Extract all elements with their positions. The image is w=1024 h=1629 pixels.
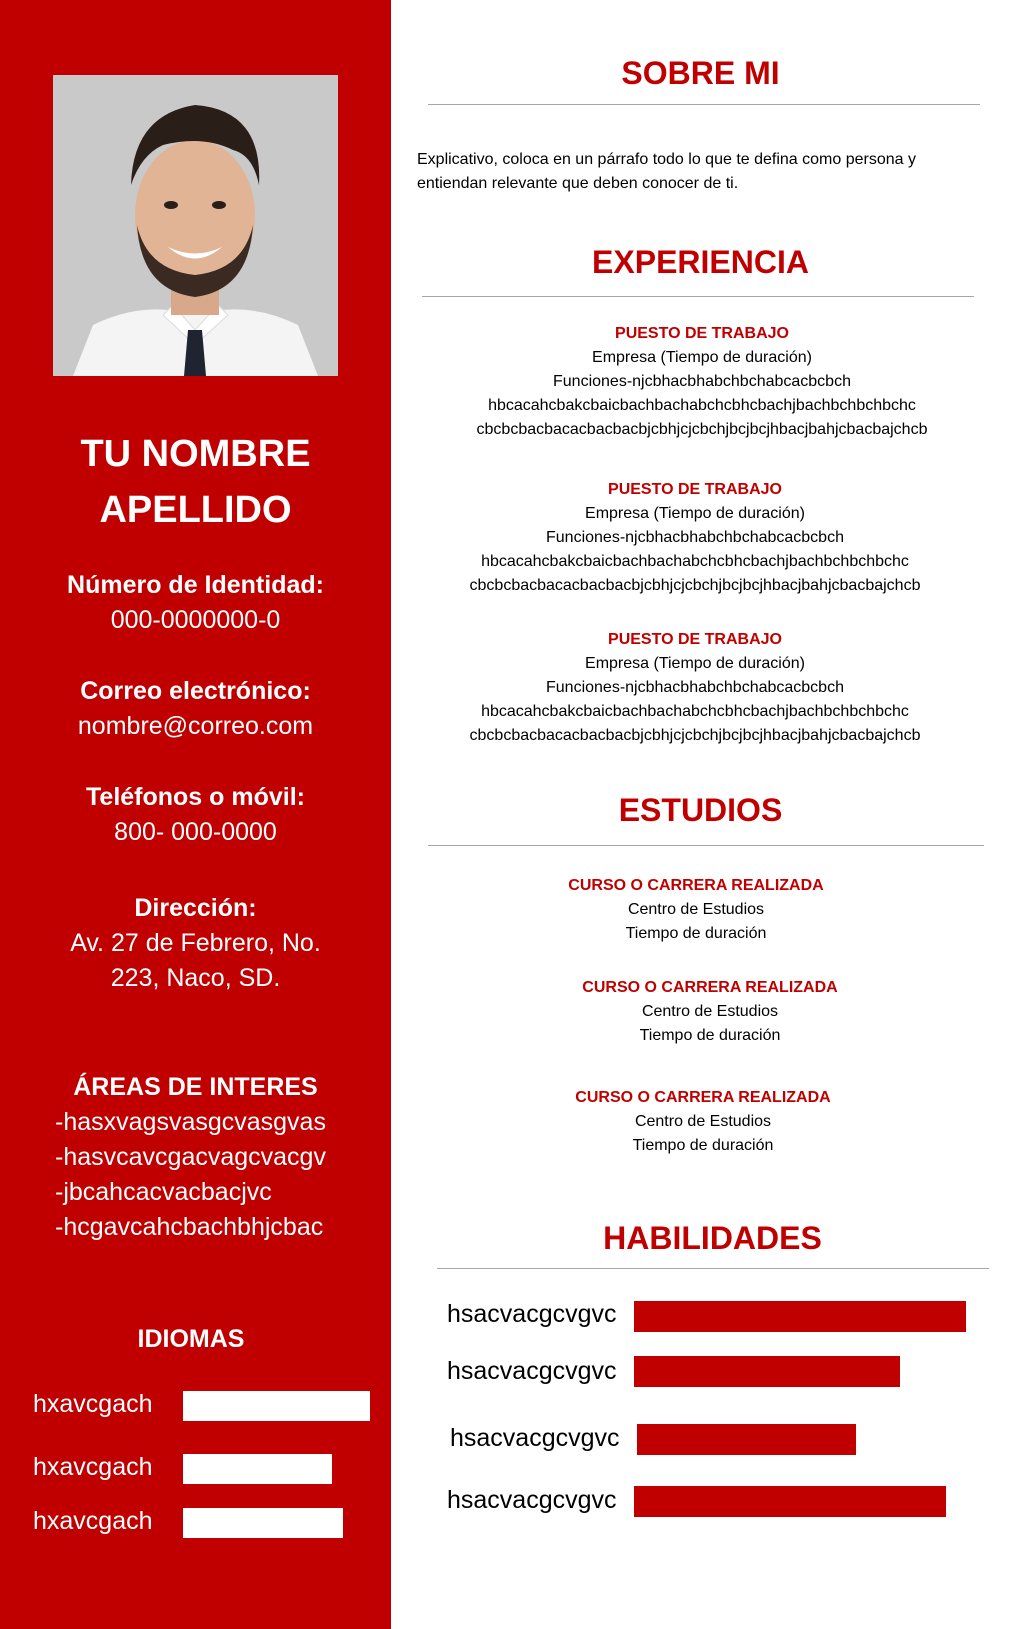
study-entry	[553, 1086, 853, 1158]
skill-level-bar	[634, 1486, 946, 1517]
study-center: Centro de Estudios	[641, 1003, 779, 1020]
job-line: cbcbcbacbacacbacbacbjcbhjcjcbchjbcjbcjhbacjbahjcbacbajchcb	[476, 421, 928, 438]
skill-label: hsacvacgcvgvc	[447, 1357, 617, 1385]
interests-title: ÁREAS DE INTERES	[73, 1073, 318, 1101]
job-title: PUESTO DE TRABAJO	[615, 325, 789, 342]
job-line: hbcacahcbakcbaicbachbachabchcbhcbachjbachbchbchbchc	[481, 703, 909, 720]
job-line: Funciones-njcbhacbhabchbchabcacbcbch	[553, 373, 851, 390]
study-title: CURSO O CARRERA REALIZADA	[575, 1089, 831, 1106]
study-center: Centro de Estudios	[627, 901, 765, 918]
about-heading: SOBRE MI	[621, 55, 780, 91]
language-level-bar	[183, 1391, 370, 1421]
phone-value: 800- 000-0000	[114, 818, 277, 846]
phone-block	[0, 780, 391, 850]
skill-level-bar	[634, 1356, 900, 1387]
job-line: hbcacahcbakcbaicbachbachabchcbhcbachjbachbchbchbchc	[481, 553, 909, 570]
study-duration: Tiempo de duración	[639, 1027, 781, 1044]
person-portrait-icon	[53, 75, 338, 376]
study-entry	[546, 874, 846, 946]
language-label: hxavcgach	[33, 1453, 153, 1481]
interest-item: -hasxvagsvasgcvasgvas	[55, 1108, 326, 1136]
study-title: CURSO O CARRERA REALIZADA	[582, 979, 838, 996]
interests-block	[0, 1070, 391, 1245]
study-duration: Tiempo de duración	[625, 925, 767, 942]
job-line: Funciones-njcbhacbhabchbchabcacbcbch	[546, 679, 844, 696]
language-label: hxavcgach	[33, 1390, 153, 1418]
job-entry	[415, 478, 975, 598]
about-text: Explicativo, coloca en un párrafo todo lo que te defina como persona y entiendan relevante que deben conocer de ti.	[417, 151, 916, 192]
skill-level-bar	[634, 1301, 966, 1332]
experience-divider	[422, 296, 974, 297]
job-line: cbcbcbacbacacbacbacbjcbhjcjcbchjbcjbcjhbacjbahjcbacbajchcb	[469, 577, 921, 594]
id-value: 000-0000000-0	[110, 606, 281, 634]
job-line: hbcacahcbakcbaicbachbachabchcbhcbachjbachbchbchbchc	[488, 397, 916, 414]
email-block	[0, 674, 391, 744]
skill-label: hsacvacgcvgvc	[450, 1424, 620, 1452]
interest-item: -hasvcavcgacvagcvacgv	[55, 1143, 326, 1171]
name-second-line: APELLIDO	[99, 489, 292, 531]
about-divider	[428, 104, 980, 105]
full-name	[0, 426, 391, 538]
job-entry	[415, 628, 975, 748]
study-title: CURSO O CARRERA REALIZADA	[568, 877, 824, 894]
id-label: Número de Identidad:	[67, 571, 324, 599]
interest-item: -jbcahcacvacbacjvc	[55, 1178, 272, 1206]
job-line: cbcbcbacbacacbacbacbjcbhjcjcbchjbcjbcjhbacjbahjcbacbajchcb	[469, 727, 921, 744]
phone-label: Teléfonos o móvil:	[86, 783, 305, 811]
job-title: PUESTO DE TRABAJO	[608, 481, 782, 498]
job-company: Empresa (Tiempo de duración)	[585, 505, 805, 522]
skill-label: hsacvacgcvgvc	[447, 1300, 617, 1328]
job-entry	[422, 322, 982, 442]
studies-divider	[428, 845, 984, 846]
study-duration: Tiempo de duración	[632, 1137, 774, 1154]
email-label: Correo electrónico:	[80, 677, 311, 705]
address-block	[0, 891, 391, 996]
email-value: nombre@correo.com	[77, 712, 314, 740]
interest-item: -hcgavcahcbachbhjcbac	[55, 1213, 324, 1241]
language-label: hxavcgach	[33, 1507, 153, 1535]
studies-heading: ESTUDIOS	[618, 792, 783, 828]
job-line: Funciones-njcbhacbhabchbchabcacbcbch	[546, 529, 844, 546]
name-first-line: TU NOMBRE	[80, 433, 311, 475]
study-center: Centro de Estudios	[634, 1113, 772, 1130]
language-level-bar	[183, 1454, 332, 1484]
study-entry	[560, 976, 860, 1048]
skills-divider	[437, 1268, 989, 1269]
skill-level-bar	[637, 1424, 856, 1455]
address-line-1: Av. 27 de Febrero, No.	[70, 929, 321, 957]
languages-title: IDIOMAS	[137, 1325, 245, 1353]
job-company: Empresa (Tiempo de duración)	[585, 655, 805, 672]
language-level-bar	[183, 1508, 343, 1538]
profile-photo	[53, 75, 338, 376]
id-block	[0, 568, 391, 638]
address-label: Dirección:	[134, 894, 257, 922]
experience-heading: EXPERIENCIA	[592, 244, 809, 280]
sidebar	[0, 0, 391, 1629]
skills-heading: HABILIDADES	[603, 1220, 822, 1256]
job-title: PUESTO DE TRABAJO	[608, 631, 782, 648]
address-line-2: 223, Naco, SD.	[110, 964, 281, 992]
skill-label: hsacvacgcvgvc	[447, 1486, 617, 1514]
job-company: Empresa (Tiempo de duración)	[592, 349, 812, 366]
